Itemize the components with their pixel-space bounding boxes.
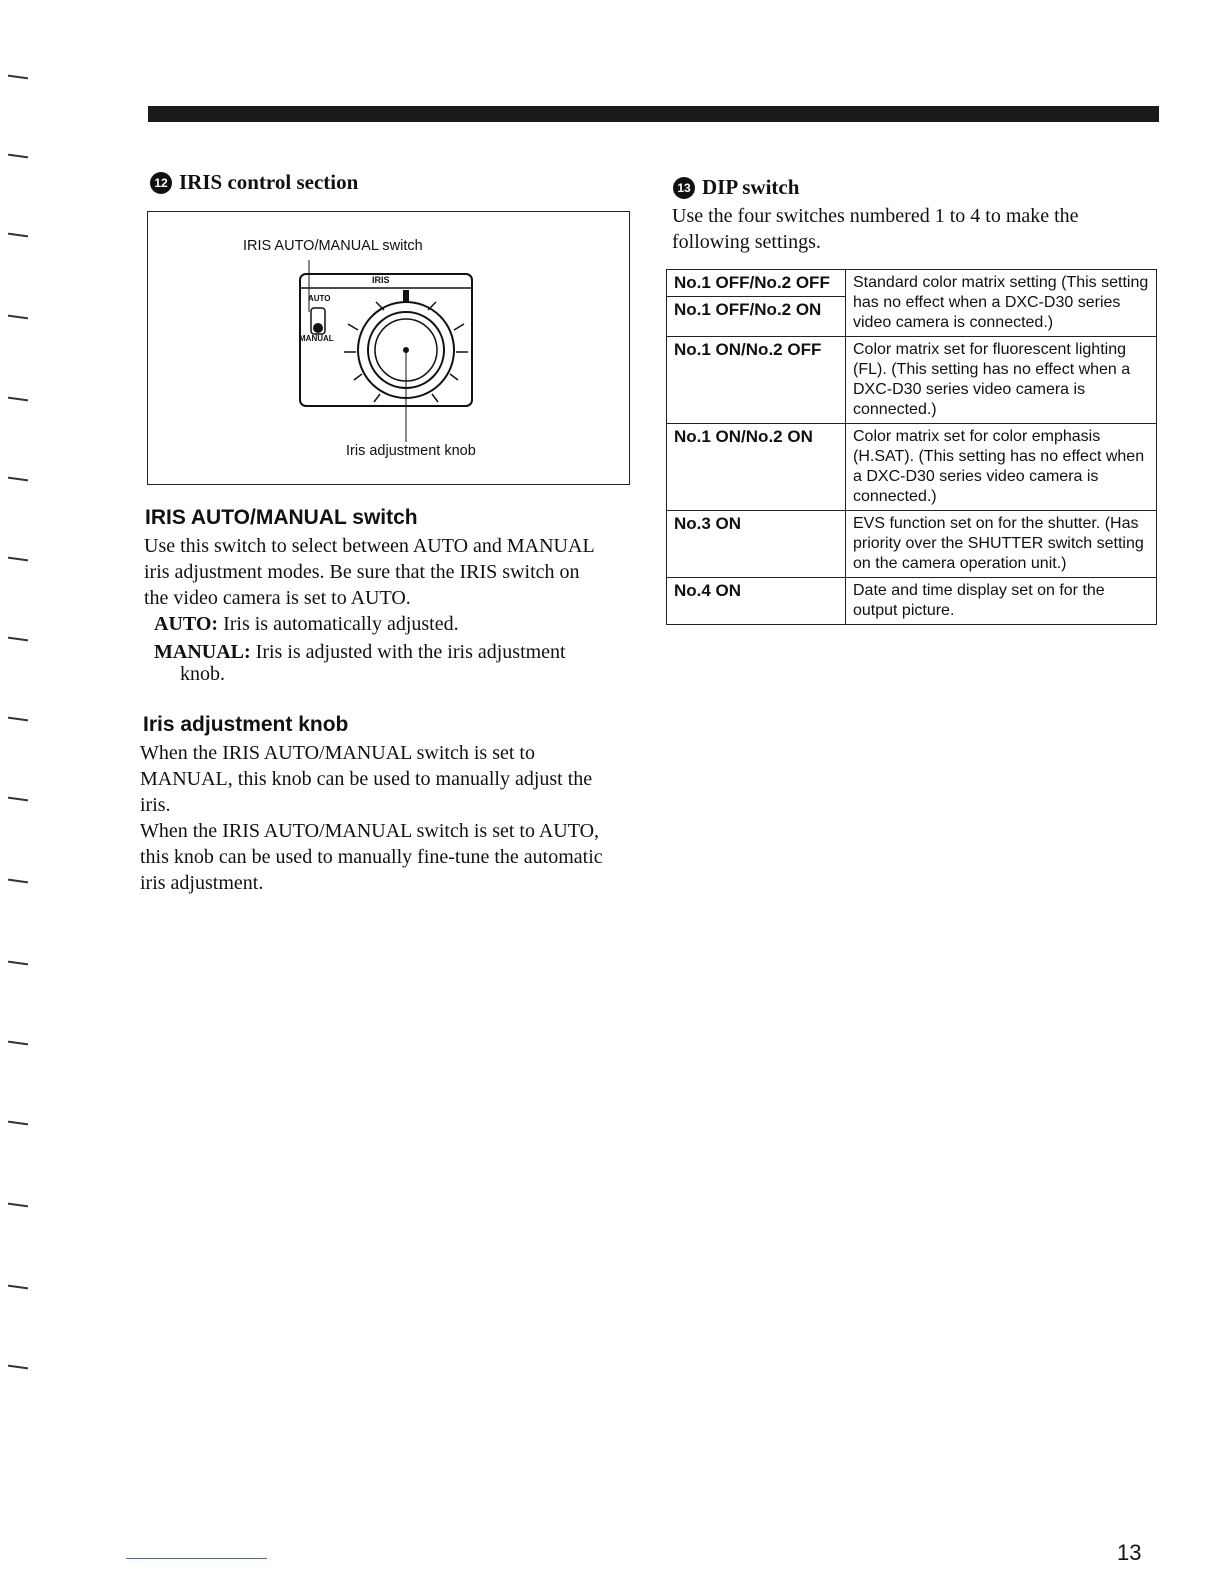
- table-row: [667, 511, 1157, 578]
- switch-heading: IRIS AUTO/MANUAL switch: [145, 506, 418, 529]
- panel-iris-label: IRIS: [372, 275, 390, 285]
- section-number-badge: 13: [673, 177, 695, 199]
- section-number-badge: 12: [150, 172, 172, 194]
- dip-settings-table: [666, 269, 1157, 625]
- table-row: [667, 270, 1157, 337]
- manual-desc: Iris is adjusted with the iris adjustment: [255, 641, 566, 663]
- panel-manual-label: MANUAL: [299, 334, 334, 343]
- dip-section-title: DIP switch: [702, 175, 800, 199]
- auto-definition: [154, 611, 459, 637]
- knob-paragraph-auto: When the IRIS AUTO/MANUAL switch is set to AUTO, this knob can be used to manually fine-tune the automatic iris adjustment.: [140, 820, 603, 894]
- iris-section-heading: [150, 170, 358, 195]
- dip-intro: Use the four switches numbered 1 to 4 to make the following settings.: [672, 205, 1079, 253]
- dip-desc-cell: Standard color matrix setting (This setting has no effect when a DXC-D30 series video camera is connected.): [846, 270, 1157, 337]
- auto-term: AUTO:: [154, 613, 219, 635]
- dip-section-heading: [673, 175, 799, 200]
- knob-callout-label: Iris adjustment knob: [346, 443, 476, 459]
- dip-desc-cell: Date and time display set on for the output picture.: [846, 578, 1157, 625]
- knob-description: [140, 740, 605, 896]
- iris-section-title: IRIS control section: [179, 170, 359, 194]
- header-rule: [148, 106, 1159, 122]
- auto-desc: Iris is automatically adjusted.: [223, 613, 459, 635]
- switch-description: Use this switch to select between AUTO and MANUAL iris adjustment modes. Be sure that the IRIS switch on the video camera is set to AUTO.: [144, 535, 594, 609]
- dip-key-cell: No.1 ON/No.2 OFF: [667, 337, 846, 424]
- dip-desc-cell: EVS function set on for the shutter. (Has priority over the SHUTTER switch setting on the camera operation unit.): [846, 511, 1157, 578]
- dip-key-cell: No.4 ON: [667, 578, 846, 625]
- footer-line: [126, 1558, 267, 1559]
- manual-desc-cont: knob.: [180, 663, 225, 685]
- page-number: 13: [1117, 1540, 1142, 1565]
- knob-paragraph-manual: When the IRIS AUTO/MANUAL switch is set to MANUAL, this knob can be used to manually adjust the iris.: [140, 742, 593, 816]
- dip-key-cell: No.3 ON: [667, 511, 846, 578]
- iris-figure: [147, 211, 630, 485]
- dip-key-cell: No.1 ON/No.2 ON: [667, 424, 846, 511]
- panel-auto-label: AUTO: [308, 294, 331, 303]
- table-row: [667, 578, 1157, 625]
- table-row: [667, 337, 1157, 424]
- dip-desc-cell: Color matrix set for fluorescent lighting (FL). (This setting has no effect when a DXC-D30 series video camera is connected.): [846, 337, 1157, 424]
- switch-callout-label: IRIS AUTO/MANUAL switch: [243, 238, 423, 254]
- table-row: [667, 424, 1157, 511]
- binding-marks: [0, 0, 40, 1584]
- dip-key-cell: No.1 OFF/No.2 OFF No.1 OFF/No.2 ON: [667, 270, 846, 337]
- manual-term: MANUAL:: [154, 641, 251, 663]
- dip-desc-cell: Color matrix set for color emphasis (H.SAT). (This setting has no effect when a DXC-D30 series video camera is connected.): [846, 424, 1157, 511]
- knob-heading: Iris adjustment knob: [143, 713, 349, 736]
